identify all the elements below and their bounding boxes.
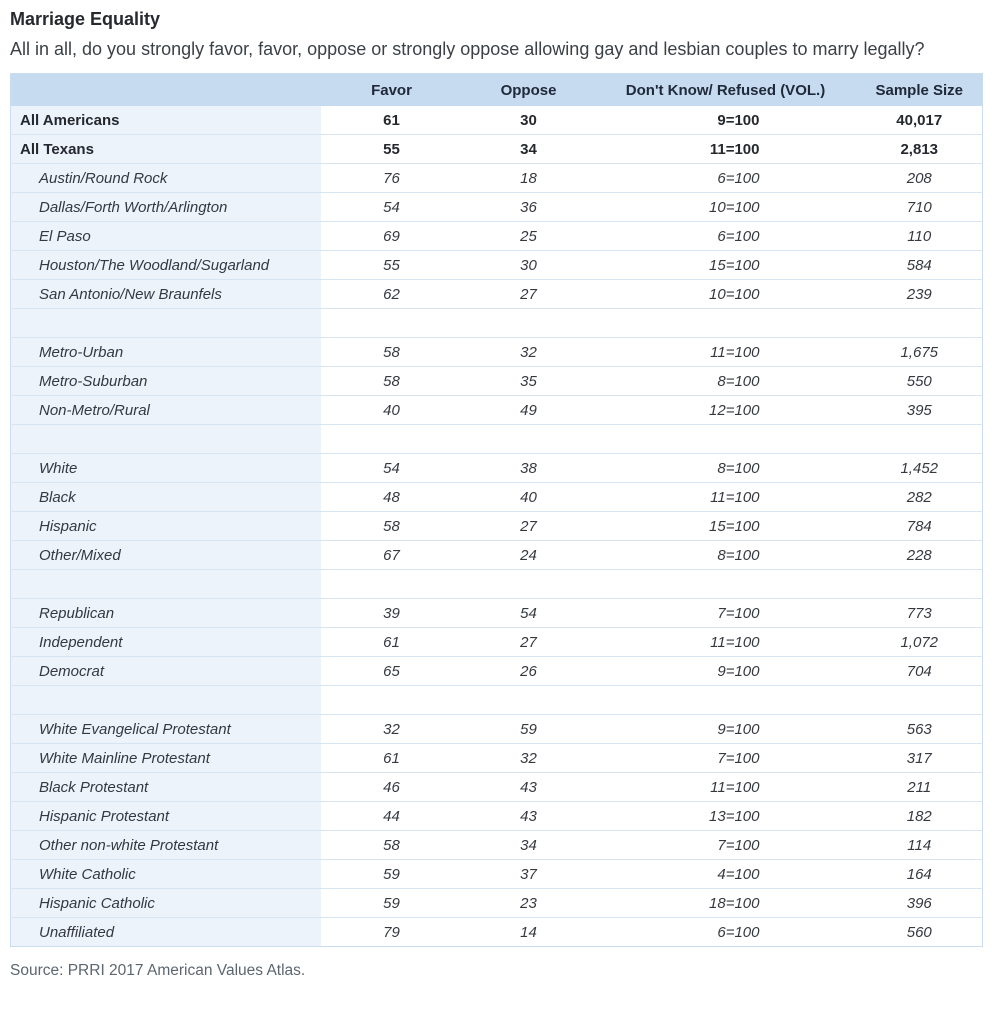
favor-value	[321, 686, 463, 715]
sample-size-value: 317	[857, 744, 983, 773]
favor-value: 65	[321, 657, 463, 686]
dont-know-value	[595, 570, 857, 599]
row-label: Black Protestant	[11, 773, 321, 802]
row-label: Metro-Suburban	[11, 367, 321, 396]
favor-value	[321, 570, 463, 599]
page-title: Marriage Equality	[10, 9, 161, 29]
survey-question: All in all, do you strongly favor, favor, oppose or strongly oppose allowing gay and lesbian couples to marry legally?	[10, 39, 925, 59]
sample-size-value: 1,072	[857, 628, 983, 657]
table-row	[11, 744, 983, 773]
oppose-value: 27	[463, 628, 595, 657]
sample-size-value: 208	[857, 164, 983, 193]
table-row	[11, 889, 983, 918]
dont-know-value: 11=100	[595, 135, 857, 164]
row-label: Republican	[11, 599, 321, 628]
table-row	[11, 860, 983, 889]
table-row	[11, 396, 983, 425]
row-label: White	[11, 454, 321, 483]
dont-know-value: 8=100	[595, 454, 857, 483]
favor-value	[321, 309, 463, 338]
favor-value	[321, 425, 463, 454]
row-label: Independent	[11, 628, 321, 657]
dont-know-value: 13=100	[595, 802, 857, 831]
favor-value: 59	[321, 860, 463, 889]
dont-know-value: 8=100	[595, 541, 857, 570]
oppose-value	[463, 425, 595, 454]
favor-value: 40	[321, 396, 463, 425]
sample-size-value: 563	[857, 715, 983, 744]
dont-know-value: 7=100	[595, 744, 857, 773]
oppose-value	[463, 570, 595, 599]
table-row	[11, 367, 983, 396]
oppose-value: 43	[463, 773, 595, 802]
row-label	[11, 425, 321, 454]
oppose-value: 34	[463, 135, 595, 164]
oppose-value: 32	[463, 744, 595, 773]
favor-value: 48	[321, 483, 463, 512]
sample-size-value: 114	[857, 831, 983, 860]
dont-know-value: 11=100	[595, 338, 857, 367]
table-row	[11, 338, 983, 367]
table-row	[11, 541, 983, 570]
row-label: Unaffiliated	[11, 918, 321, 947]
dont-know-value: 9=100	[595, 657, 857, 686]
oppose-value: 38	[463, 454, 595, 483]
row-label	[11, 309, 321, 338]
dont-know-value: 8=100	[595, 367, 857, 396]
sample-size-value: 239	[857, 280, 983, 309]
table-row	[11, 628, 983, 657]
favor-value: 61	[321, 744, 463, 773]
table-row	[11, 773, 983, 802]
dont-know-value: 15=100	[595, 512, 857, 541]
col-header-oppose: Oppose	[463, 74, 595, 107]
oppose-value: 23	[463, 889, 595, 918]
favor-value: 79	[383, 923, 400, 941]
dont-know-value: 15=100	[595, 251, 857, 280]
sample-size-value: 773	[857, 599, 983, 628]
favor-value: 46	[321, 773, 463, 802]
oppose-value: 27	[463, 512, 595, 541]
row-label: San Antonio/New Braunfels	[11, 280, 321, 309]
spacer-row	[11, 425, 983, 454]
oppose-value: 34	[463, 831, 595, 860]
sample-size-value: 228	[857, 541, 983, 570]
table-row	[11, 193, 983, 222]
row-label: Houston/The Woodland/Sugarland	[11, 251, 321, 280]
table-row	[11, 135, 983, 164]
oppose-value: 30	[463, 106, 595, 135]
table-row	[11, 918, 983, 947]
sample-size-value: 40,017	[857, 106, 983, 135]
favor-value: 32	[321, 715, 463, 744]
sample-size-value	[857, 570, 983, 599]
sample-size-value: 584	[857, 251, 983, 280]
dont-know-value: 7=100	[595, 599, 857, 628]
row-label: Dallas/Forth Worth/Arlington	[11, 193, 321, 222]
table-row	[11, 280, 983, 309]
favor-value: 58	[321, 367, 463, 396]
oppose-value: 40	[463, 483, 595, 512]
oppose-value: 25	[463, 222, 595, 251]
col-header-group	[11, 74, 321, 107]
sample-size-value: 110	[857, 222, 983, 251]
oppose-value: 27	[463, 280, 595, 309]
oppose-value: 26	[463, 657, 595, 686]
dont-know-value: 11=100	[595, 483, 857, 512]
row-label: Other non-white Protestant	[11, 831, 321, 860]
col-header-favor: Favor	[321, 74, 463, 107]
sample-size-value: 211	[857, 773, 983, 802]
dont-know-value: 7=100	[595, 831, 857, 860]
oppose-value	[463, 686, 595, 715]
table-row	[11, 454, 983, 483]
row-label: Other/Mixed	[11, 541, 321, 570]
dont-know-value: 18=100	[595, 889, 857, 918]
oppose-value: 24	[463, 541, 595, 570]
col-header-dont-know: Don't Know/ Refused (VOL.)	[595, 74, 857, 107]
table-header-row	[11, 74, 983, 107]
row-label: All Americans	[11, 106, 321, 135]
table-row	[11, 164, 983, 193]
table-row	[11, 657, 983, 686]
row-label: Hispanic Protestant	[11, 802, 321, 831]
spacer-row	[11, 309, 983, 338]
table-row	[11, 715, 983, 744]
dont-know-value	[595, 425, 857, 454]
dont-know-value: 10=100	[595, 193, 857, 222]
sample-size-value: 164	[857, 860, 983, 889]
row-label	[11, 570, 321, 599]
sample-size-value	[857, 425, 983, 454]
favor-value: 54	[321, 193, 463, 222]
favor-value: 55	[321, 135, 463, 164]
row-label: All Texans	[11, 135, 321, 164]
row-label: Black	[11, 483, 321, 512]
dont-know-value	[595, 309, 857, 338]
row-label: Non-Metro/Rural	[11, 396, 321, 425]
favor-value: 69	[321, 222, 463, 251]
favor-value: 61	[321, 106, 463, 135]
dont-know-value: 12=100	[595, 396, 857, 425]
row-label: Hispanic	[11, 512, 321, 541]
dont-know-value: 9=100	[595, 106, 857, 135]
sample-size-value	[857, 686, 983, 715]
oppose-value: 30	[463, 251, 595, 280]
dont-know-value	[595, 686, 857, 715]
table-row	[11, 222, 983, 251]
table-row	[11, 831, 983, 860]
sample-size-value: 1,452	[857, 454, 983, 483]
dont-know-value: 6=100	[595, 164, 857, 193]
table-row	[11, 251, 983, 280]
row-label: White Catholic	[11, 860, 321, 889]
favor-value: 58	[321, 831, 463, 860]
table-row	[11, 106, 983, 135]
col-header-sample-size: Sample Size	[857, 74, 983, 107]
oppose-value: 37	[463, 860, 595, 889]
sample-size-value: 396	[857, 889, 983, 918]
favor-value: 61	[321, 628, 463, 657]
favor-value: 76	[321, 164, 463, 193]
dont-know-value: 4=100	[595, 860, 857, 889]
sample-size-value: 784	[857, 512, 983, 541]
sample-size-value	[857, 309, 983, 338]
sample-size-value: 710	[857, 193, 983, 222]
dont-know-value: 9=100	[595, 715, 857, 744]
sample-size-value: 282	[857, 483, 983, 512]
dont-know-value: 10=100	[595, 280, 857, 309]
table-row	[11, 802, 983, 831]
row-label: Hispanic Catholic	[11, 889, 321, 918]
sample-size-value: 560	[906, 923, 932, 941]
sample-size-value: 395	[857, 396, 983, 425]
favor-value: 58	[321, 512, 463, 541]
oppose-value: 35	[463, 367, 595, 396]
row-label: Metro-Urban	[11, 338, 321, 367]
sample-size-value: 1,675	[857, 338, 983, 367]
oppose-value: 49	[463, 396, 595, 425]
oppose-value: 14	[520, 923, 537, 941]
spacer-row	[11, 686, 983, 715]
favor-value: 44	[321, 802, 463, 831]
row-label: Austin/Round Rock	[11, 164, 321, 193]
oppose-value: 36	[463, 193, 595, 222]
favor-value: 67	[321, 541, 463, 570]
dont-know-value: 6=100	[595, 222, 857, 251]
table-row	[11, 599, 983, 628]
dont-know-value: 6=100	[717, 923, 760, 941]
oppose-value: 43	[463, 802, 595, 831]
oppose-value: 18	[463, 164, 595, 193]
favor-value: 54	[321, 454, 463, 483]
dont-know-value: 11=100	[595, 628, 857, 657]
sample-size-value: 2,813	[857, 135, 983, 164]
sample-size-value: 704	[857, 657, 983, 686]
favor-value: 58	[321, 338, 463, 367]
sample-size-value: 182	[857, 802, 983, 831]
favor-value: 39	[321, 599, 463, 628]
row-label	[11, 686, 321, 715]
row-label: White Mainline Protestant	[11, 744, 321, 773]
oppose-value: 32	[463, 338, 595, 367]
row-label: Democrat	[11, 657, 321, 686]
results-table	[10, 73, 983, 947]
favor-value: 59	[321, 889, 463, 918]
oppose-value	[463, 309, 595, 338]
oppose-value: 54	[463, 599, 595, 628]
row-label: El Paso	[11, 222, 321, 251]
table-row	[11, 512, 983, 541]
dont-know-value: 11=100	[595, 773, 857, 802]
source-note: Source: PRRI 2017 American Values Atlas.	[10, 962, 306, 979]
row-label: White Evangelical Protestant	[11, 715, 321, 744]
sample-size-value: 550	[857, 367, 983, 396]
favor-value: 55	[321, 251, 463, 280]
oppose-value: 59	[463, 715, 595, 744]
table-row	[11, 483, 983, 512]
favor-value: 62	[321, 280, 463, 309]
spacer-row	[11, 570, 983, 599]
